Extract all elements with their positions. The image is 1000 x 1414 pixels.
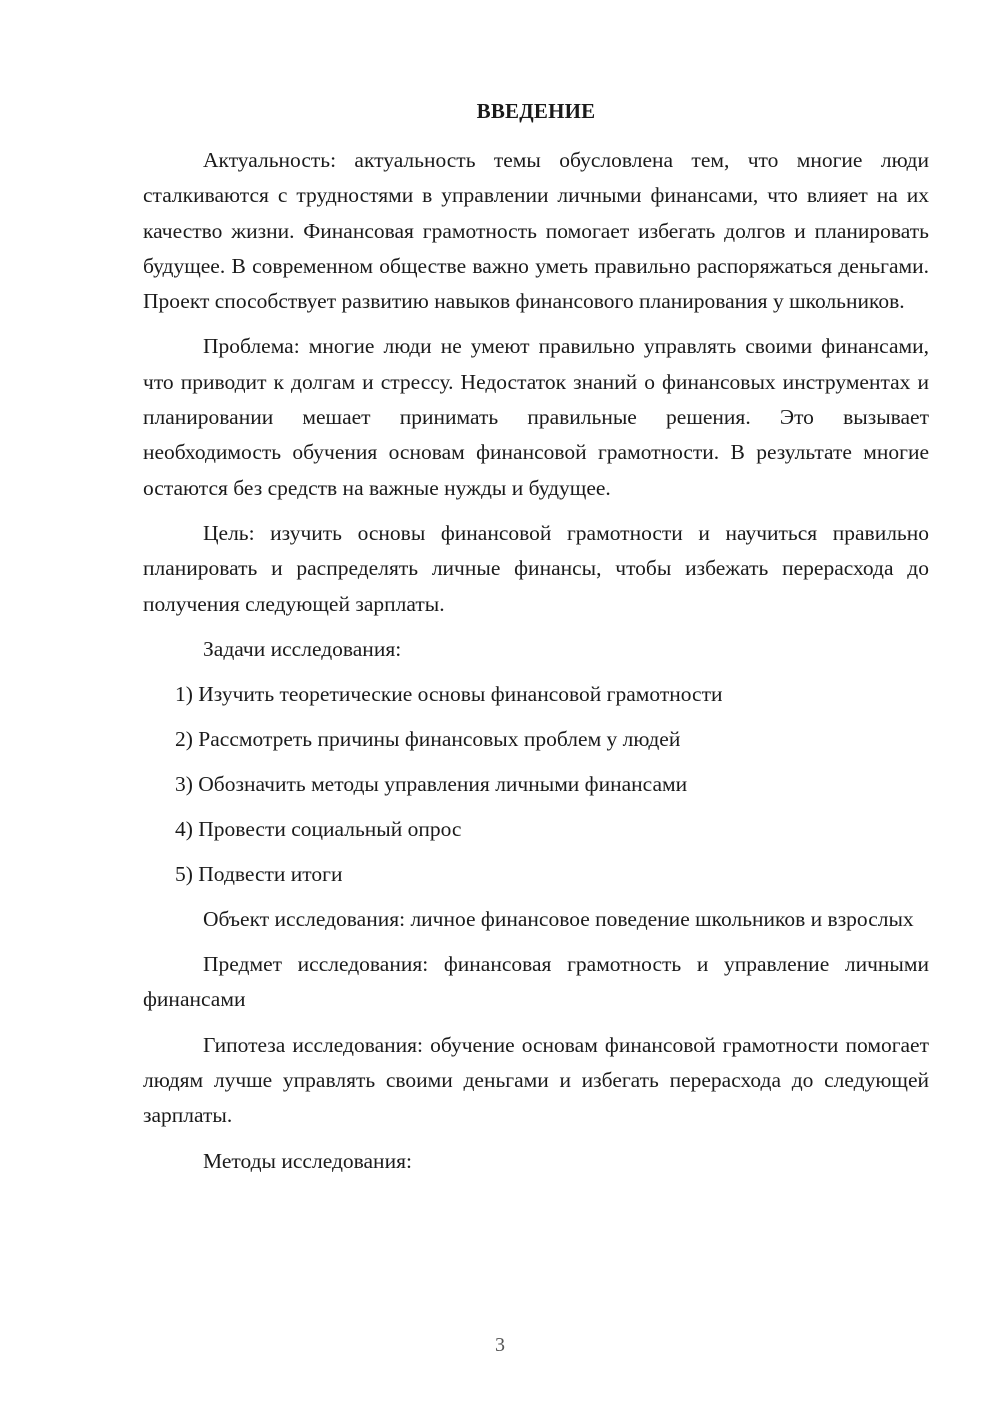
relevance-paragraph: Актуальность: актуальность темы обусловлена тем, что многие люди сталкиваются с трудностями в управлении личными финансами, что влияет на их качество жизни. Финансовая грамотность помогает избегать долгов и планировать будущее. В современном обществе важно уметь правильно распоряжаться деньгами. Проект способствует развитию навыков финансового планирования у школьников. [143, 148, 929, 314]
page-number: 3 [495, 1334, 505, 1356]
methods-title: Методы исследования: [203, 1148, 412, 1173]
task-item-5: 5) Подвести итоги [175, 861, 343, 886]
subject-paragraph: Предмет исследования: финансовая грамотность и управление личными финансами [143, 952, 929, 1012]
section-heading: ВВЕДЕНИЕ [476, 99, 596, 123]
task-item-3: 3) Обозначить методы управления личными финансами [175, 771, 688, 796]
task-item-1: 1) Изучить теоретические основы финансовой грамотности [175, 681, 723, 706]
tasks-title: Задачи исследования: [203, 636, 402, 661]
goal-paragraph: Цель: изучить основы финансовой грамотности и научиться правильно планировать и распределять личные финансы, чтобы избежать перерасхода до получения следующей зарплаты. [143, 520, 929, 616]
hypothesis-paragraph: Гипотеза исследования: обучение основам финансовой грамотности помогает людям лучше управлять своими деньгами и избегать перерасхода до следующей зарплаты. [143, 1032, 929, 1128]
task-item-4: 4) Провести социальный опрос [175, 816, 462, 841]
document-page [143, 95, 929, 1179]
task-item-2: 2) Рассмотреть причины финансовых проблем у людей [175, 726, 681, 751]
object-paragraph: Объект исследования: личное финансовое поведение школьников и взрослых [203, 906, 914, 931]
problem-paragraph: Проблема: многие люди не умеют правильно управлять своими финансами, что приводит к долгам и стрессу. Недостаток знаний о финансовых инструментах и планировании мешает принимать правильные решения. Это вызывает необходимость обучения основам финансовой грамотности. В результате многие остаются без средств на важные нужды и будущее. [143, 334, 929, 500]
